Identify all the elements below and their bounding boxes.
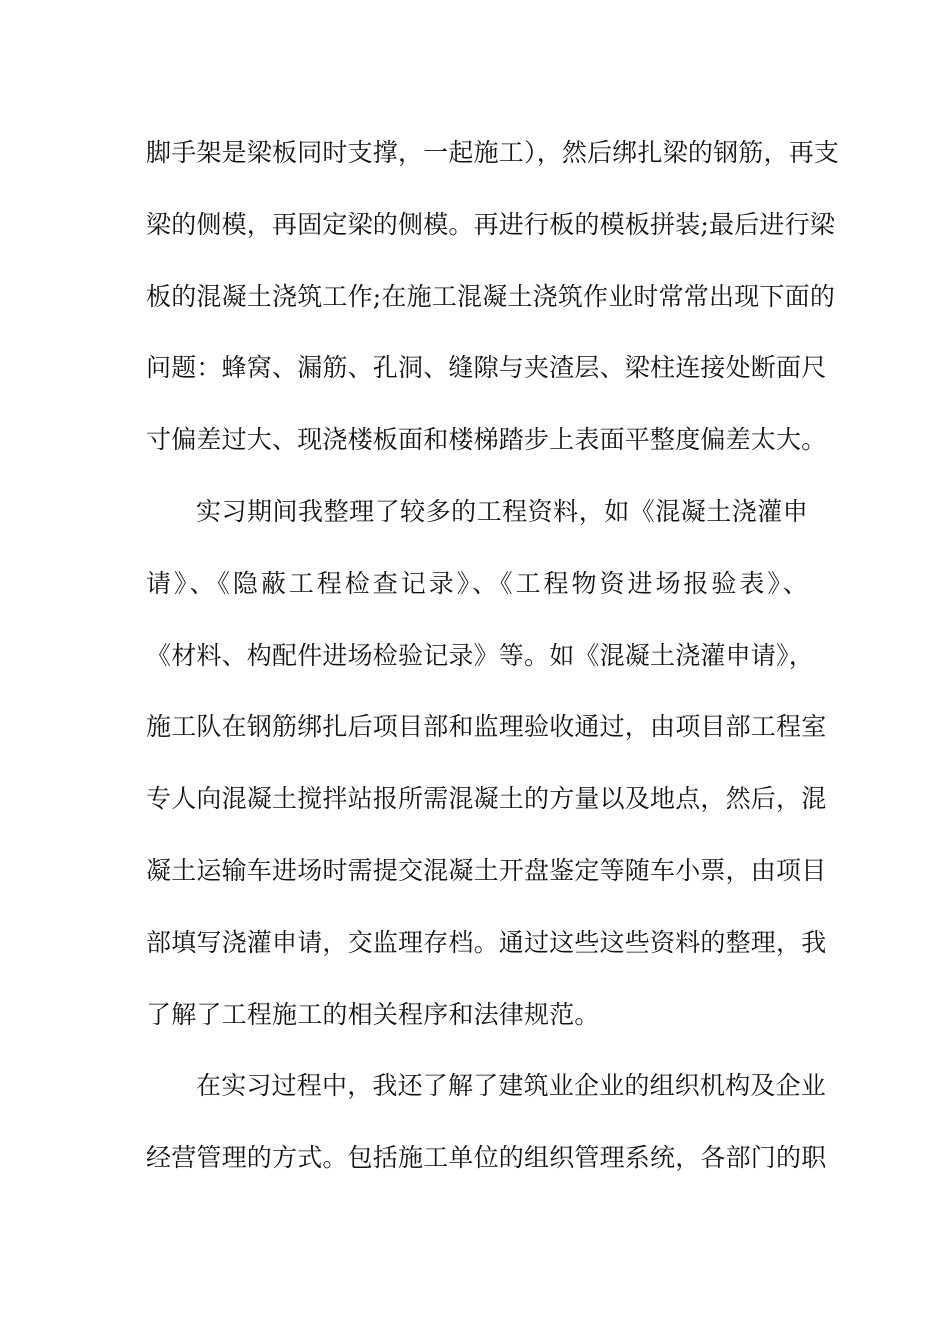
text-line: 专人向混凝土搅拌站报所需混凝土的方量以及地点，然后，混	[146, 784, 827, 814]
text-line: 脚手架是梁板同时支撑，一起施工），然后绑扎梁的钢筋，再支	[146, 138, 840, 167]
paragraph-first-line: 在实习过程中，我还了解了建筑业企业的组织机构及企业	[196, 1071, 827, 1101]
text-line: 施工队在钢筋绑扎后项目部和监理验收通过，由项目部工程室	[146, 712, 827, 742]
text-line: 板的混凝土浇筑工作;在施工混凝土浇筑作业时常常出现下面的	[146, 281, 836, 311]
paragraph-first-line: 实习期间我整理了较多的工程资料，如《混凝土浇灌申	[196, 496, 808, 526]
text-line: 寸偏差过大、现浇楼板面和楼梯踏步上表面平整度偏差太大。	[146, 425, 827, 455]
text-line: 了解了工程施工的相关程序和法律规范。	[146, 999, 600, 1029]
text-line: 部填写浇灌申请，交监理存档。通过这些这些资料的整理，我	[146, 927, 827, 957]
text-line: 《材料、构配件进场检验记录》等。如《混凝土浇灌申请》，	[146, 640, 814, 670]
document-body	[146, 128, 840, 1205]
text-line: 凝土运输车进场时需提交混凝土开盘鉴定等随车小票，由项目	[146, 855, 827, 885]
text-line: 问题：蜂窝、漏筋、孔洞、缝隙与夹渣层、梁柱连接处断面尺	[146, 353, 827, 383]
text-line: 经营管理的方式。包括施工单位的组织管理系统，各部门的职	[146, 1143, 827, 1173]
text-line: 请》、《隐蔽工程检查记录》、《工程物资进场报验表》、	[146, 568, 808, 598]
text-line: 梁的侧模，再固定梁的侧模。再进行板的模板拼装;最后进行梁	[146, 209, 836, 239]
